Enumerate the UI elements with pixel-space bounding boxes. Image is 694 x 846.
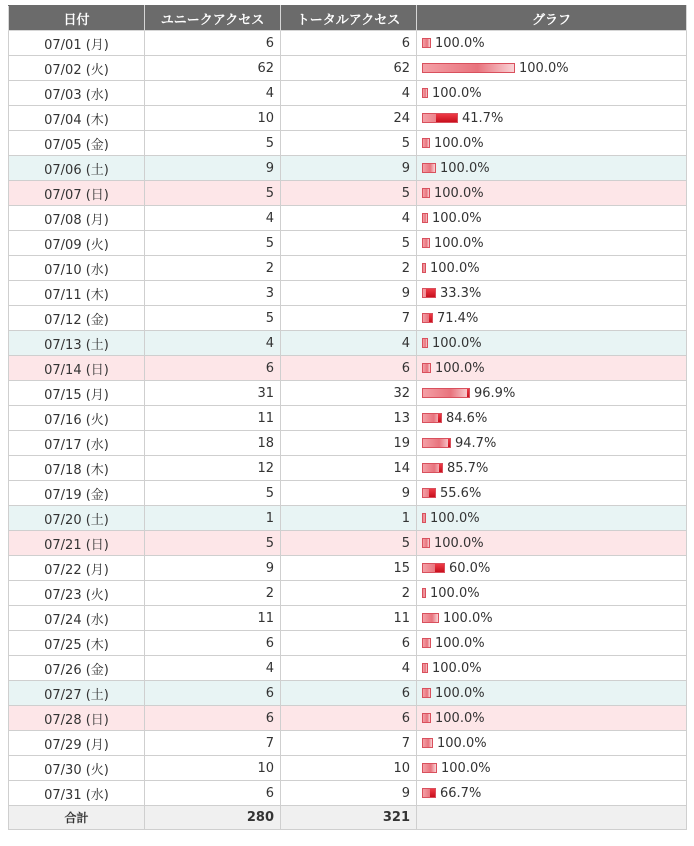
row-percentage: 100.0% xyxy=(432,85,482,101)
table-row xyxy=(9,506,687,531)
row-total-access: 7 xyxy=(281,306,417,331)
row-graph xyxy=(417,431,687,456)
row-percentage: 100.0% xyxy=(435,635,485,651)
row-date: 07/15 (月) xyxy=(9,381,145,406)
row-unique-access: 11 xyxy=(145,606,281,631)
row-percentage: 100.0% xyxy=(432,210,482,226)
row-unique-access: 3 xyxy=(145,281,281,306)
row-date: 07/23 (火) xyxy=(9,581,145,606)
row-total-access: 6 xyxy=(281,681,417,706)
access-bar xyxy=(422,438,451,448)
table-row xyxy=(9,556,687,581)
table-row xyxy=(9,331,687,356)
row-date: 07/18 (木) xyxy=(9,456,145,481)
row-percentage: 100.0% xyxy=(435,35,485,51)
row-unique-access: 4 xyxy=(145,81,281,106)
table-row xyxy=(9,706,687,731)
repeat-access-bar-segment xyxy=(429,314,432,322)
row-total-access: 6 xyxy=(281,631,417,656)
access-bar xyxy=(422,538,430,548)
table-row xyxy=(9,581,687,606)
access-bar xyxy=(422,513,426,523)
row-unique-access: 6 xyxy=(145,781,281,806)
row-total-access: 1 xyxy=(281,506,417,531)
table-row xyxy=(9,31,687,56)
row-total-access: 9 xyxy=(281,781,417,806)
table-row xyxy=(9,356,687,381)
row-unique-access: 10 xyxy=(145,756,281,781)
row-date: 07/07 (日) xyxy=(9,181,145,206)
table-row xyxy=(9,731,687,756)
totals-label: 合計 xyxy=(9,806,145,830)
row-total-access: 4 xyxy=(281,81,417,106)
repeat-access-bar-segment xyxy=(439,464,442,472)
row-unique-access: 1 xyxy=(145,506,281,531)
access-bar xyxy=(422,313,433,323)
row-percentage: 100.0% xyxy=(432,335,482,351)
table-row xyxy=(9,181,687,206)
access-bar xyxy=(422,163,436,173)
row-date: 07/02 (火) xyxy=(9,56,145,81)
row-total-access: 62 xyxy=(281,56,417,81)
row-total-access: 4 xyxy=(281,331,417,356)
repeat-access-bar-segment xyxy=(435,564,444,572)
row-graph xyxy=(417,781,687,806)
row-graph xyxy=(417,631,687,656)
row-unique-access: 5 xyxy=(145,306,281,331)
row-unique-access: 5 xyxy=(145,481,281,506)
table-row xyxy=(9,306,687,331)
table-body xyxy=(9,31,687,806)
row-total-access: 7 xyxy=(281,731,417,756)
header-total-access: トータルアクセス xyxy=(281,6,417,31)
row-total-access: 32 xyxy=(281,381,417,406)
access-bar xyxy=(422,263,426,273)
row-graph xyxy=(417,231,687,256)
row-total-access: 5 xyxy=(281,131,417,156)
access-bar xyxy=(422,88,428,98)
row-total-access: 5 xyxy=(281,231,417,256)
row-graph xyxy=(417,581,687,606)
row-percentage: 100.0% xyxy=(432,660,482,676)
row-total-access: 9 xyxy=(281,481,417,506)
row-date: 07/08 (月) xyxy=(9,206,145,231)
row-date: 07/12 (金) xyxy=(9,306,145,331)
row-percentage: 33.3% xyxy=(440,285,482,301)
row-total-access: 6 xyxy=(281,31,417,56)
access-bar xyxy=(422,363,431,373)
row-date: 07/27 (土) xyxy=(9,681,145,706)
row-unique-access: 31 xyxy=(145,381,281,406)
access-bar xyxy=(422,388,470,398)
row-total-access: 9 xyxy=(281,281,417,306)
row-graph xyxy=(417,56,687,81)
row-percentage: 100.0% xyxy=(437,735,487,751)
repeat-access-bar-segment xyxy=(429,489,435,497)
row-percentage: 100.0% xyxy=(430,510,480,526)
row-date: 07/11 (木) xyxy=(9,281,145,306)
row-percentage: 100.0% xyxy=(434,185,484,201)
row-percentage: 100.0% xyxy=(441,760,491,776)
row-unique-access: 6 xyxy=(145,706,281,731)
row-graph xyxy=(417,206,687,231)
table-row xyxy=(9,656,687,681)
table-row xyxy=(9,406,687,431)
row-unique-access: 6 xyxy=(145,681,281,706)
table-row xyxy=(9,206,687,231)
row-total-access: 14 xyxy=(281,456,417,481)
access-bar xyxy=(422,613,439,623)
row-graph xyxy=(417,506,687,531)
row-date: 07/24 (水) xyxy=(9,606,145,631)
row-percentage: 85.7% xyxy=(447,460,489,476)
row-total-access: 2 xyxy=(281,256,417,281)
row-date: 07/01 (月) xyxy=(9,31,145,56)
row-unique-access: 5 xyxy=(145,181,281,206)
row-percentage: 100.0% xyxy=(519,60,569,76)
row-graph xyxy=(417,306,687,331)
totals-graph-empty xyxy=(417,806,687,830)
row-total-access: 6 xyxy=(281,356,417,381)
table-row xyxy=(9,456,687,481)
row-unique-access: 5 xyxy=(145,531,281,556)
row-graph xyxy=(417,281,687,306)
row-percentage: 100.0% xyxy=(435,360,485,376)
row-percentage: 55.6% xyxy=(440,485,482,501)
row-graph xyxy=(417,406,687,431)
row-graph xyxy=(417,481,687,506)
row-date: 07/13 (土) xyxy=(9,331,145,356)
row-percentage: 100.0% xyxy=(435,685,485,701)
row-percentage: 96.9% xyxy=(474,385,516,401)
row-percentage: 100.0% xyxy=(430,585,480,601)
row-percentage: 94.7% xyxy=(455,435,497,451)
table-row xyxy=(9,106,687,131)
totals-total: 321 xyxy=(281,806,417,830)
row-total-access: 5 xyxy=(281,181,417,206)
access-bar xyxy=(422,38,431,48)
repeat-access-bar-segment xyxy=(438,414,441,422)
row-percentage: 100.0% xyxy=(430,260,480,276)
row-total-access: 4 xyxy=(281,206,417,231)
row-date: 07/31 (水) xyxy=(9,781,145,806)
row-graph xyxy=(417,81,687,106)
repeat-access-bar-segment xyxy=(436,114,457,122)
access-stats-table xyxy=(8,5,687,830)
row-total-access: 6 xyxy=(281,706,417,731)
row-total-access: 15 xyxy=(281,556,417,581)
row-date: 07/05 (金) xyxy=(9,131,145,156)
row-date: 07/26 (金) xyxy=(9,656,145,681)
row-total-access: 24 xyxy=(281,106,417,131)
access-bar xyxy=(422,563,445,573)
row-graph xyxy=(417,331,687,356)
header-date: 日付 xyxy=(9,6,145,31)
access-bar xyxy=(422,138,430,148)
row-unique-access: 4 xyxy=(145,331,281,356)
row-date: 07/06 (土) xyxy=(9,156,145,181)
table-row xyxy=(9,231,687,256)
row-graph xyxy=(417,731,687,756)
row-unique-access: 7 xyxy=(145,731,281,756)
row-unique-access: 62 xyxy=(145,56,281,81)
row-graph xyxy=(417,181,687,206)
row-total-access: 19 xyxy=(281,431,417,456)
row-percentage: 100.0% xyxy=(440,160,490,176)
row-graph xyxy=(417,31,687,56)
row-total-access: 5 xyxy=(281,531,417,556)
row-unique-access: 12 xyxy=(145,456,281,481)
access-bar xyxy=(422,188,430,198)
row-percentage: 71.4% xyxy=(437,310,479,326)
table-row xyxy=(9,606,687,631)
table-row xyxy=(9,156,687,181)
row-date: 07/19 (金) xyxy=(9,481,145,506)
repeat-access-bar-segment xyxy=(467,389,469,397)
row-graph xyxy=(417,531,687,556)
row-graph xyxy=(417,381,687,406)
row-percentage: 66.7% xyxy=(440,785,482,801)
table-row xyxy=(9,431,687,456)
row-date: 07/22 (月) xyxy=(9,556,145,581)
row-date: 07/29 (月) xyxy=(9,731,145,756)
row-percentage: 100.0% xyxy=(435,710,485,726)
row-unique-access: 4 xyxy=(145,656,281,681)
access-bar xyxy=(422,763,437,773)
row-unique-access: 10 xyxy=(145,106,281,131)
row-percentage: 100.0% xyxy=(434,235,484,251)
row-total-access: 10 xyxy=(281,756,417,781)
row-date: 07/04 (木) xyxy=(9,106,145,131)
row-graph xyxy=(417,131,687,156)
repeat-access-bar-segment xyxy=(448,439,450,447)
row-total-access: 13 xyxy=(281,406,417,431)
access-bar xyxy=(422,463,443,473)
access-bar xyxy=(422,338,428,348)
access-bar xyxy=(422,213,428,223)
totals-unique: 280 xyxy=(145,806,281,830)
access-bar xyxy=(422,238,430,248)
table-row xyxy=(9,631,687,656)
row-date: 07/25 (木) xyxy=(9,631,145,656)
row-percentage: 100.0% xyxy=(443,610,493,626)
row-graph xyxy=(417,656,687,681)
row-graph xyxy=(417,356,687,381)
row-unique-access: 5 xyxy=(145,131,281,156)
header-graph: グラフ xyxy=(417,6,687,31)
table-row xyxy=(9,781,687,806)
row-total-access: 9 xyxy=(281,156,417,181)
access-bar xyxy=(422,788,436,798)
table-row xyxy=(9,81,687,106)
repeat-access-bar-segment xyxy=(426,289,435,297)
repeat-access-bar-segment xyxy=(430,789,435,797)
row-unique-access: 2 xyxy=(145,581,281,606)
access-bar xyxy=(422,638,431,648)
table-row xyxy=(9,756,687,781)
row-percentage: 100.0% xyxy=(434,535,484,551)
totals-row xyxy=(9,806,687,830)
access-bar xyxy=(422,663,428,673)
row-date: 07/10 (水) xyxy=(9,256,145,281)
row-unique-access: 6 xyxy=(145,356,281,381)
table-row xyxy=(9,281,687,306)
row-date: 07/21 (日) xyxy=(9,531,145,556)
row-unique-access: 6 xyxy=(145,31,281,56)
row-unique-access: 6 xyxy=(145,631,281,656)
table-row xyxy=(9,131,687,156)
row-unique-access: 2 xyxy=(145,256,281,281)
row-unique-access: 9 xyxy=(145,156,281,181)
row-total-access: 11 xyxy=(281,606,417,631)
access-bar xyxy=(422,588,426,598)
row-unique-access: 9 xyxy=(145,556,281,581)
table-row xyxy=(9,381,687,406)
row-percentage: 60.0% xyxy=(449,560,491,576)
table-row xyxy=(9,531,687,556)
row-graph xyxy=(417,606,687,631)
row-graph xyxy=(417,756,687,781)
row-date: 07/14 (日) xyxy=(9,356,145,381)
row-graph xyxy=(417,706,687,731)
row-total-access: 4 xyxy=(281,656,417,681)
row-percentage: 41.7% xyxy=(462,110,504,126)
row-unique-access: 5 xyxy=(145,231,281,256)
row-total-access: 2 xyxy=(281,581,417,606)
row-date: 07/09 (火) xyxy=(9,231,145,256)
row-date: 07/17 (水) xyxy=(9,431,145,456)
access-bar xyxy=(422,713,431,723)
table-row xyxy=(9,481,687,506)
row-date: 07/03 (水) xyxy=(9,81,145,106)
access-bar xyxy=(422,688,431,698)
access-bar xyxy=(422,63,515,73)
row-percentage: 84.6% xyxy=(446,410,488,426)
row-percentage: 100.0% xyxy=(434,135,484,151)
row-date: 07/28 (日) xyxy=(9,706,145,731)
row-graph xyxy=(417,256,687,281)
table-row xyxy=(9,256,687,281)
row-graph xyxy=(417,556,687,581)
row-date: 07/20 (土) xyxy=(9,506,145,531)
header-row xyxy=(9,6,687,31)
row-graph xyxy=(417,456,687,481)
access-bar xyxy=(422,413,442,423)
row-graph xyxy=(417,681,687,706)
row-unique-access: 4 xyxy=(145,206,281,231)
row-unique-access: 18 xyxy=(145,431,281,456)
row-graph xyxy=(417,156,687,181)
header-unique-access: ユニークアクセス xyxy=(145,6,281,31)
access-bar xyxy=(422,488,436,498)
row-date: 07/30 (火) xyxy=(9,756,145,781)
row-unique-access: 11 xyxy=(145,406,281,431)
access-bar xyxy=(422,113,458,123)
access-bar xyxy=(422,288,436,298)
table-row xyxy=(9,681,687,706)
access-bar xyxy=(422,738,433,748)
table-row xyxy=(9,56,687,81)
row-date: 07/16 (火) xyxy=(9,406,145,431)
row-graph xyxy=(417,106,687,131)
